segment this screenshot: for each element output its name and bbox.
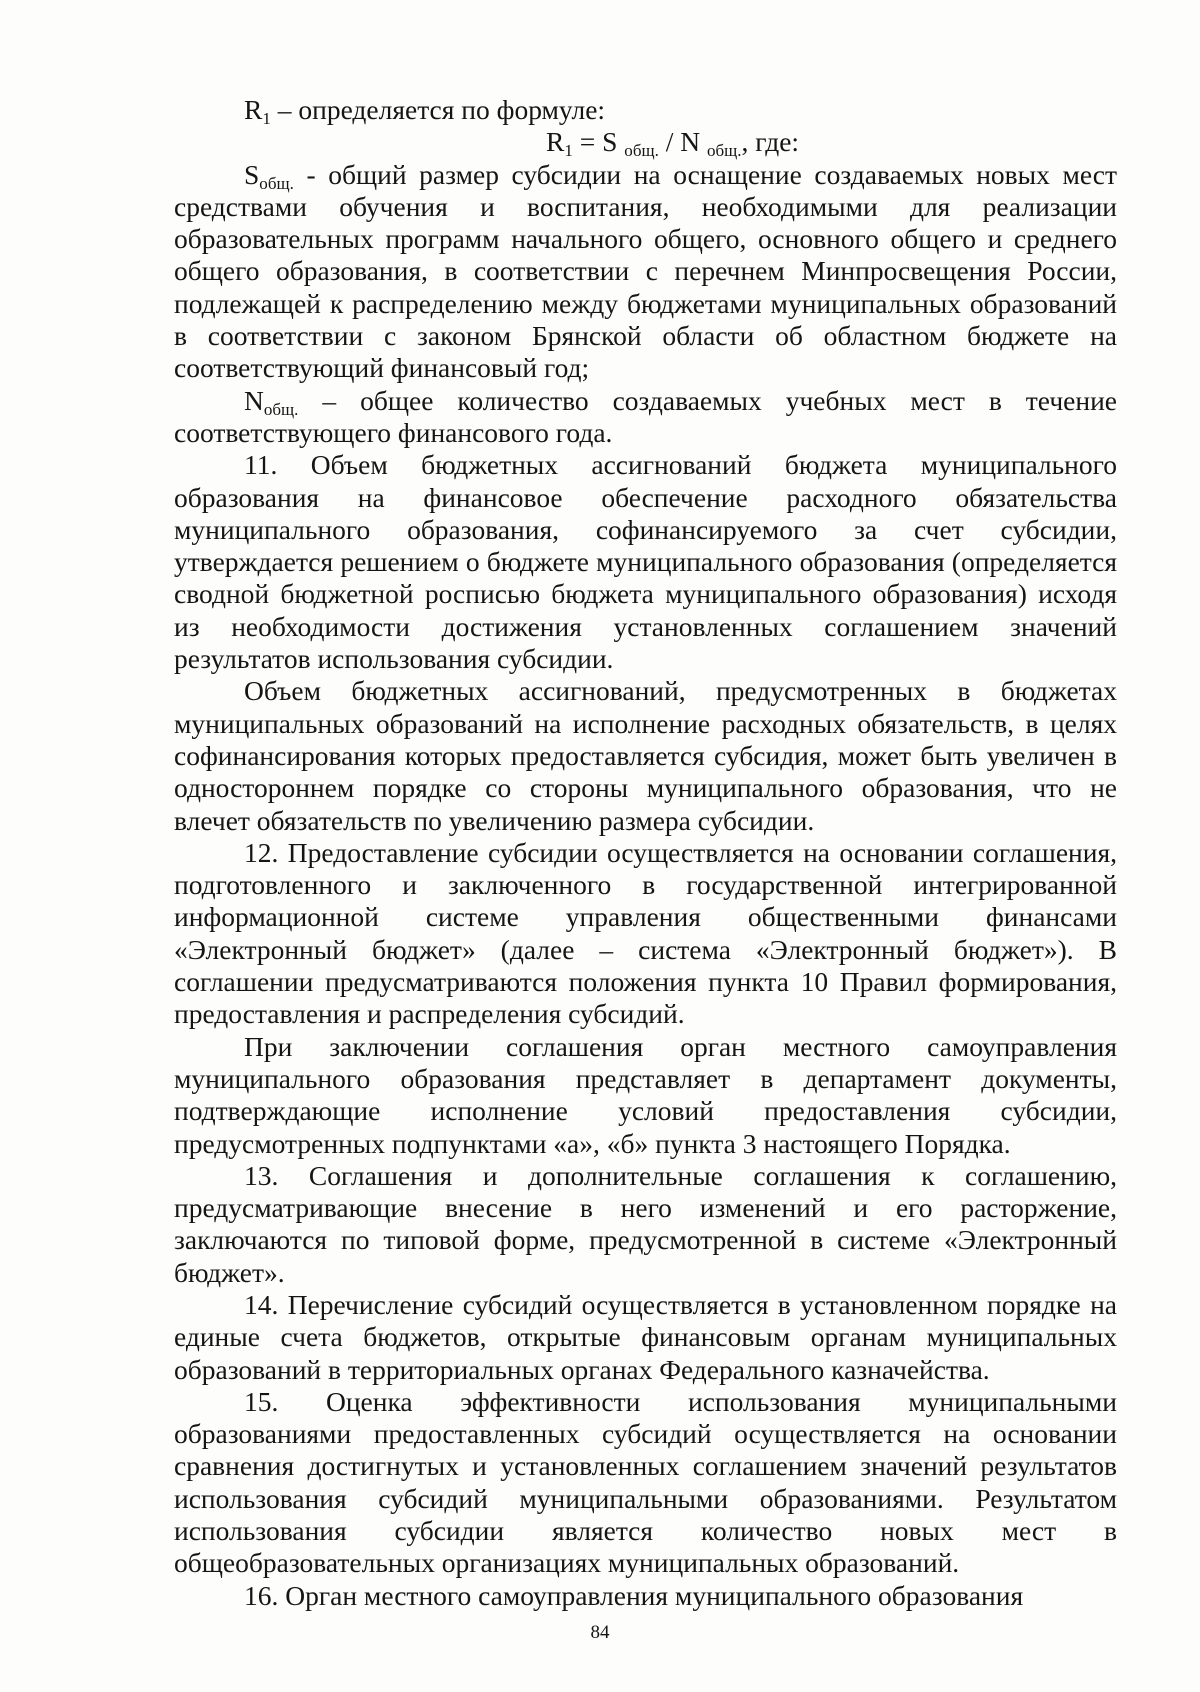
formula-intro [174,94,1117,126]
formula-lhs-subscript: 1 [564,141,573,161]
paragraph-13: 13. Соглашения и дополнительные соглашения к соглашению, предусматривающие внесение в него изменений и его расторжение, заключаются по типовой форме, предусмотренной в системе «Электронный бюджет». [174,1159,1117,1288]
n-definition-symbol: N [244,384,264,416]
paragraph-15: 15. Оценка эффективности использования муниципальными образованиями предоставленных субсидий осуществляется на основании сравнения достигнутых и установленных соглашением значений результатов использования субсидий муниципальными образованиями. Результатом использования субсидии является количество новых мест в общеобразовательных организациях муниципальных образований. [174,1385,1117,1579]
paragraph-16: 16. Орган местного самоуправления муниципального образования [244,1579,1024,1611]
s-definition [174,159,1117,385]
paragraph-12: 12. Предоставление субсидии осуществляется на основании соглашения, подготовленного и заключенного в государственной интегрированной информационной системе управления общественными финансами «Электронный бюджет» (далее – система «Электронный бюджет»). В соглашении предусматриваются положения пункта 10 Правил формирования, предоставления и распределения субсидий. [174,836,1117,1030]
formula-equals: = S [572,126,625,158]
s-definition-text: - общий размер субсидии на оснащение создаваемых новых мест средствами обучения и воспитания, необходимыми для реализации образовательных программ начального общего, основного общего и среднего общего образования, в соответствии с перечнем Минпросвещения России, подлежащей к распределению между бюджетами муниципальных образований в соответствии с законом Брянской области об областном бюджете на соответствующий финансовый год; [174,158,1117,384]
formula-s-subscript: общ. [624,141,659,161]
s-definition-symbol: S [244,158,260,190]
page-number: 84 [590,1622,610,1643]
formula-intro-subscript: 1 [262,108,271,128]
formula-tail: , где: [741,126,800,158]
n-definition-subscript: общ. [263,399,299,419]
formula-divide: / N [658,126,707,158]
n-definition-text: – общее количество создаваемых учебных мест в течение соответствующего финансового года. [174,384,1117,448]
formula-intro-text: – определяется по формуле: [270,94,606,125]
n-definition [174,385,1117,450]
document-body [174,94,1117,1612]
formula-intro-symbol: R [244,94,263,125]
s-definition-subscript: общ. [259,173,294,193]
formula-n-subscript: общ. [706,141,742,161]
paragraph-12-continued: При заключении соглашения орган местного самоуправления муниципального образования представляет в департамент документы, подтверждающие исполнение условий предоставления субсидии, предусмотренных подпунктами «а», «б» пункта 3 настоящего Порядка. [174,1030,1117,1159]
paragraph-11-continued: Объем бюджетных ассигнований, предусмотренных в бюджетах муниципальных образований на исполнение расходных обязательств, в целях софинансирования которых предоставляется субсидия, может быть увеличен в одностороннем порядке со стороны муниципального образования, что не влечет обязательств по увеличению размера субсидии. [174,675,1117,836]
formula [174,126,1117,161]
formula-lhs: R [546,126,565,158]
paragraph-11: 11. Объем бюджетных ассигнований бюджета муниципального образования на финансовое обеспечение расходного обязательства муниципального образования, софинансируемого за счет субсидии, утверждается решением о бюджете муниципального образования (определяется сводной бюджетной росписью бюджета муниципального образования) исходя из необходимости достижения установленных соглашением значений результатов использования субсидии. [174,449,1117,675]
paragraph-14: 14. Перечисление субсидий осуществляется в установленном порядке на единые счета бюджетов, открытые финансовым органам муниципальных образований в территориальных органах Федерального казначейства. [174,1288,1117,1385]
